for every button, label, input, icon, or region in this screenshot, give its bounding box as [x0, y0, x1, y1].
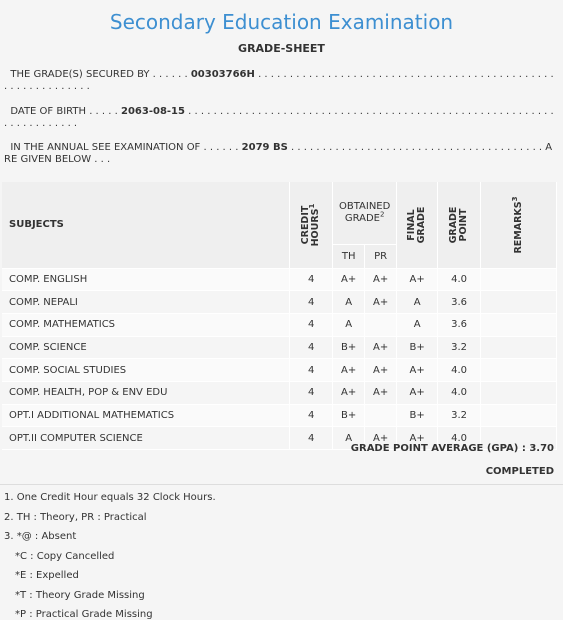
practical-grade-cell: A+ — [365, 427, 397, 450]
subject-cell: OPT.I ADDITIONAL MATHEMATICS — [2, 404, 290, 427]
table-row — [2, 268, 557, 291]
page-title: Secondary Education Examination — [109, 10, 454, 34]
final-grade-cell: B+ — [397, 336, 438, 359]
remarks-cell — [481, 268, 557, 291]
exam-year: 2079 BS — [241, 142, 288, 153]
table-row — [2, 381, 557, 404]
credit-hours-cell: 4 — [290, 291, 333, 314]
remarks-header: REMARKS$^3$ — [481, 182, 557, 268]
final-grade-cell: A — [397, 291, 438, 314]
footnote: 2. TH : Theory, PR : Practical — [4, 511, 147, 523]
exam-suffix: . . . . . . . . . . . . . . . . . . . . . . . . . . . . . . . . . . . . . . . . ARE GIVEN BELOW . . . — [4, 142, 553, 165]
credit-hours-cell: 4 — [290, 336, 333, 359]
footnotes — [4, 491, 216, 620]
grade-sheet-heading: GRADE-SHEET — [238, 42, 325, 55]
result-status: COMPLETED — [485, 466, 554, 477]
table-row — [2, 291, 557, 314]
practical-header: PR — [365, 244, 397, 268]
theory-grade-cell: A+ — [333, 268, 365, 291]
subject-cell: OPT.II COMPUTER SCIENCE — [2, 427, 290, 450]
theory-grade-cell: B+ — [333, 404, 365, 427]
grade-point-cell: 3.2 — [438, 404, 481, 427]
final-grade-cell: A+ — [397, 268, 438, 291]
dob-label: DATE OF BIRTH . . . . . — [10, 106, 118, 117]
gpa-summary: GRADE POINT AVERAGE (GPA) : 3.70 — [350, 443, 554, 454]
theory-grade-cell: A — [333, 427, 365, 450]
date-of-birth: 2063-08-15 — [121, 106, 185, 117]
final-grade-cell: A+ — [397, 381, 438, 404]
table-header-row — [2, 182, 557, 244]
divider — [0, 484, 563, 485]
exam-label: IN THE ANNUAL SEE EXAMINATION OF . . . . . . — [10, 142, 239, 153]
remarks-cell — [481, 404, 557, 427]
practical-grade-cell — [365, 404, 397, 427]
footnote: 1. One Credit Hour equals 32 Clock Hours. — [4, 492, 216, 503]
grade-table — [2, 182, 557, 450]
remarks-cell — [481, 336, 557, 359]
practical-grade-cell: A+ — [365, 291, 397, 314]
credit-hours-header: CREDIT HOURS$^1$ — [290, 182, 333, 268]
footnote: *C : Copy Cancelled — [15, 550, 115, 562]
theory-header: TH — [333, 244, 365, 268]
theory-grade-cell: A+ — [333, 381, 365, 404]
grade-point-cell: 4.0 — [438, 359, 481, 382]
subject-cell: COMP. HEALTH, POP & ENV EDU — [2, 381, 290, 404]
secured-by-dots: . . . . . . . . . . . . . . . . . . . . . . . . . . . . . . . . . . . . . . . . . . . . . . . . . . . . . . . . . . . . . — [4, 69, 554, 92]
subject-cell: COMP. SOCIAL STUDIES — [2, 359, 290, 382]
grade-point-cell: 3.6 — [438, 313, 481, 336]
symbol-number: 00303766H — [190, 69, 255, 80]
practical-grade-cell — [365, 313, 397, 336]
practical-grade-cell: A+ — [365, 336, 397, 359]
remarks-cell — [481, 381, 557, 404]
theory-grade-cell: A — [333, 313, 365, 336]
obtained-grade-header: OBTAINED GRADE$^2$ — [333, 182, 397, 244]
theory-grade-cell: B+ — [333, 336, 365, 359]
credit-hours-cell: 4 — [290, 313, 333, 336]
secured-by-label: THE GRADE(S) SECURED BY . . . . . . — [10, 69, 188, 80]
grade-point-cell: 4.0 — [438, 268, 481, 291]
table-row — [2, 359, 557, 382]
dob-dots: . . . . . . . . . . . . . . . . . . . . . . . . . . . . . . . . . . . . . . . . . . . . . . . . . . . . . . . . . . . . . . . . . . . . . . — [4, 106, 554, 129]
grade-point-cell: 4.0 — [438, 381, 481, 404]
remarks-cell — [481, 313, 557, 336]
subject-cell: COMP. ENGLISH — [2, 268, 290, 291]
theory-grade-cell: A+ — [333, 359, 365, 382]
credit-hours-cell: 4 — [290, 359, 333, 382]
secured-by-line — [4, 69, 556, 93]
credit-hours-cell: 4 — [290, 381, 333, 404]
table-row — [2, 313, 557, 336]
subjects-header: SUBJECTS — [2, 182, 290, 268]
practical-grade-cell: A+ — [365, 268, 397, 291]
credit-hours-cell: 4 — [290, 404, 333, 427]
footnote: *T : Theory Grade Missing — [15, 589, 145, 601]
footnote: *E : Expelled — [15, 570, 79, 581]
remarks-cell — [481, 359, 557, 382]
exam-line — [4, 142, 556, 166]
subject-cell: COMP. SCIENCE — [2, 336, 290, 359]
grade-point-cell: 4.0 — [438, 427, 481, 450]
final-grade-header: FINAL GRADE — [397, 182, 438, 268]
credit-hours-cell: 4 — [290, 268, 333, 291]
final-grade-cell: B+ — [397, 404, 438, 427]
footnote: *P : Practical Grade Missing — [15, 609, 153, 620]
footnote: 3. *@ : Absent — [4, 531, 77, 542]
remarks-cell — [481, 291, 557, 314]
subject-cell: COMP. MATHEMATICS — [2, 313, 290, 336]
grade-point-header: GRADE POINT — [438, 182, 481, 268]
grade-point-cell: 3.2 — [438, 336, 481, 359]
final-grade-cell: A+ — [397, 359, 438, 382]
final-grade-cell: A — [397, 313, 438, 336]
theory-grade-cell: A — [333, 291, 365, 314]
credit-hours-cell: 4 — [290, 427, 333, 450]
grade-point-cell: 3.6 — [438, 291, 481, 314]
table-row — [2, 336, 557, 359]
dob-line — [4, 106, 556, 130]
practical-grade-cell: A+ — [365, 381, 397, 404]
final-grade-cell: A+ — [397, 427, 438, 450]
practical-grade-cell: A+ — [365, 359, 397, 382]
table-row — [2, 404, 557, 427]
subject-cell: COMP. NEPALI — [2, 291, 290, 314]
